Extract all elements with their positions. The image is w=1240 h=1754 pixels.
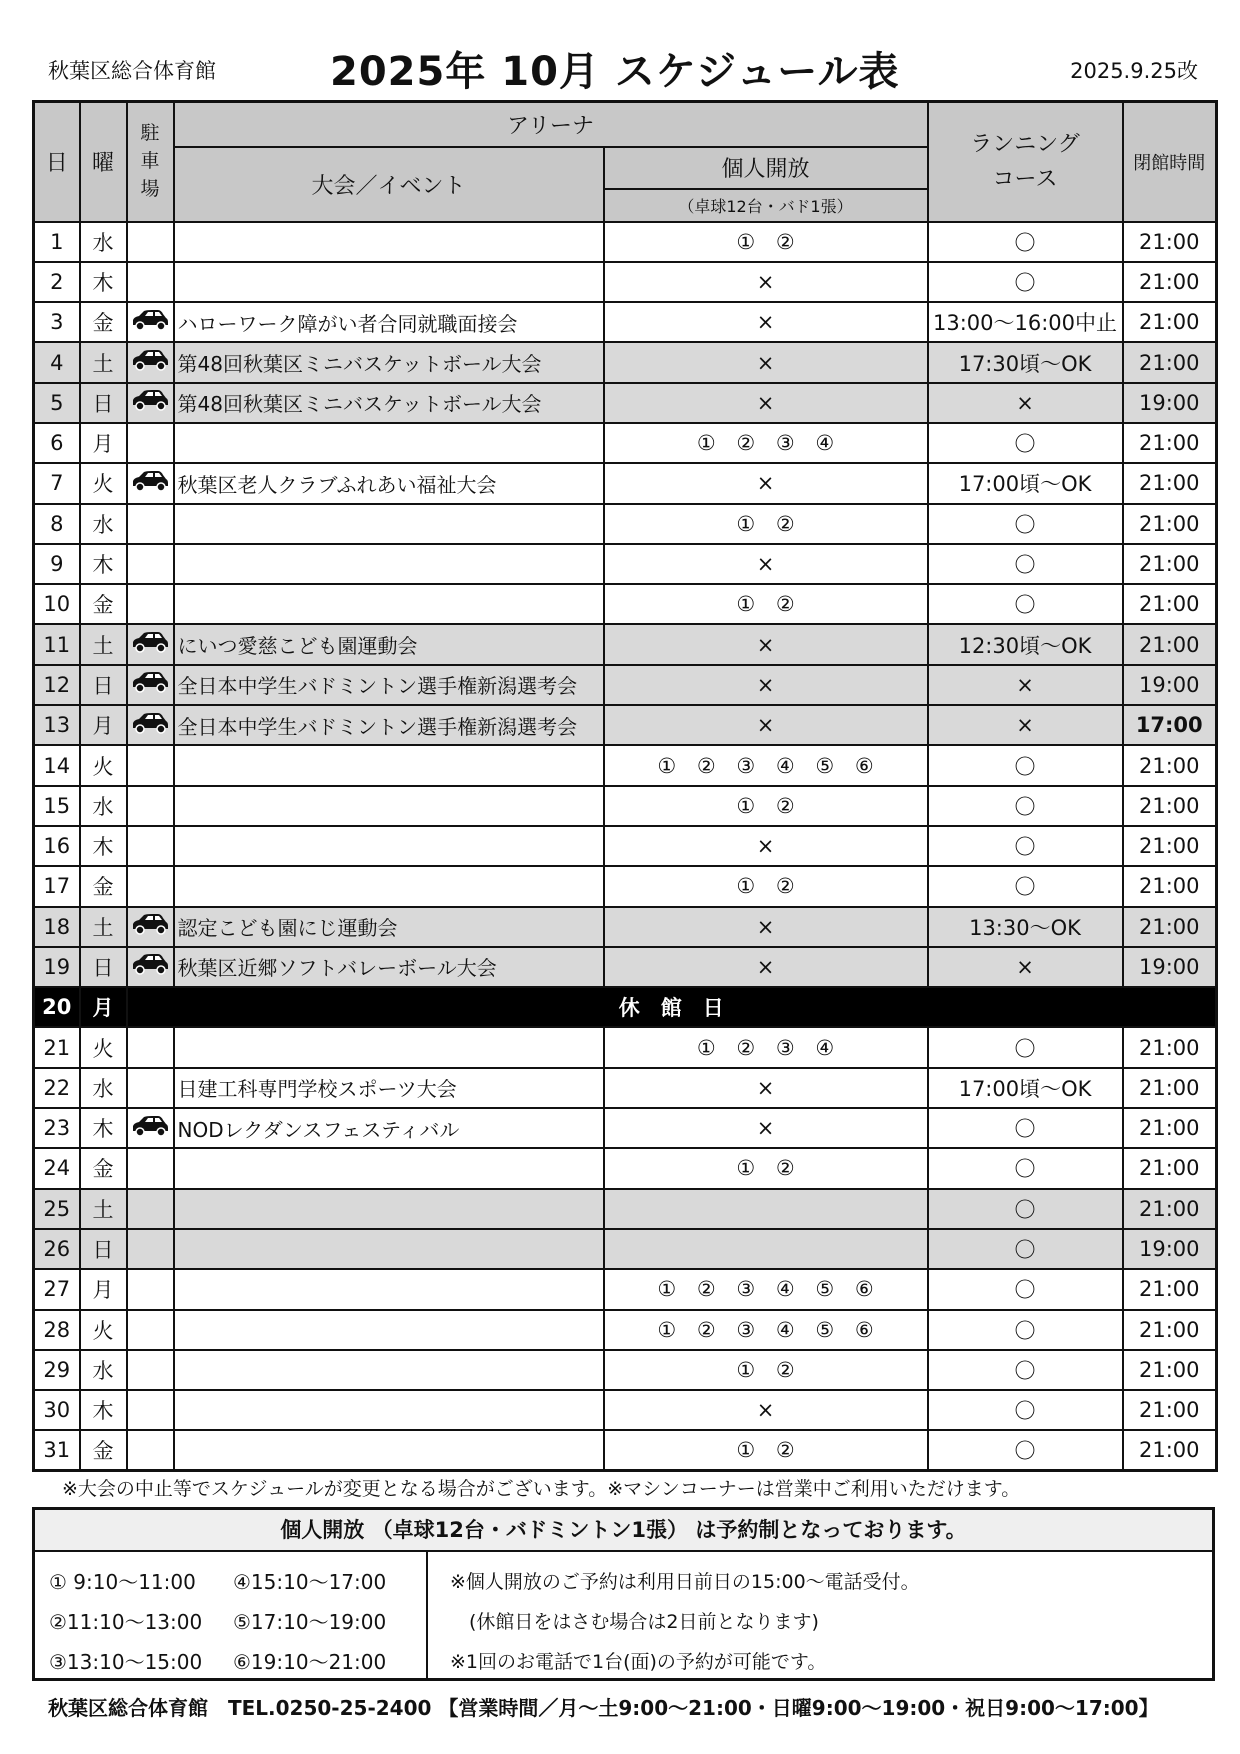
slot-time: ① 9:10～11:00 [49,1570,196,1594]
day-cell: 20 [34,987,80,1027]
dow-cell: 土 [80,342,127,382]
running-cell: 〇 [928,584,1123,624]
table-row [34,383,1217,423]
day-cell: 29 [34,1350,80,1390]
running-cell: 〇 [928,544,1123,584]
parking-cell [127,222,174,262]
day-cell: 16 [34,826,80,866]
car-icon [130,474,170,498]
running-cell: × [928,665,1123,705]
day-cell: 11 [34,624,80,664]
close-time-cell: 21:00 [1123,423,1217,463]
car-icon [130,917,170,941]
close-time-cell: 21:00 [1123,624,1217,664]
running-cell: 17:00頃～OK [928,1068,1123,1108]
parking-cell [127,1108,174,1148]
running-cell: 〇 [928,1269,1123,1309]
parking-cell [127,947,174,987]
day-cell: 17 [34,866,80,906]
dow-cell: 月 [80,423,127,463]
parking-cell [127,423,174,463]
dow-cell: 木 [80,1390,127,1430]
day-cell: 7 [34,463,80,503]
event-cell [174,1229,604,1269]
close-time-cell: 17:00 [1123,705,1217,745]
slot-times [35,1552,428,1678]
dow-cell: 火 [80,1310,127,1350]
parking-cell [127,1310,174,1350]
dow-cell: 金 [80,866,127,906]
running-cell: 〇 [928,826,1123,866]
event-cell: 日建工科専門学校スポーツ大会 [174,1068,604,1108]
table-row [34,544,1217,584]
open-slots-cell: ① ② [604,786,928,826]
dow-cell: 火 [80,463,127,503]
table-row [34,584,1217,624]
parking-cell [127,1068,174,1108]
table-row [34,987,1217,1027]
running-cell: 〇 [928,745,1123,785]
close-time-cell: 21:00 [1123,584,1217,624]
dow-cell: 日 [80,947,127,987]
car-icon [130,957,170,981]
slot-time: ⑤17:10～19:00 [233,1610,387,1634]
event-cell: 秋葉区近郷ソフトバレーボール大会 [174,947,604,987]
parking-cell [127,584,174,624]
running-cell: 〇 [928,1350,1123,1390]
rule-line: ※1回のお電話で1台(面)の予約が可能です。 [450,1651,827,1673]
event-cell [174,1390,604,1430]
close-time-cell: 21:00 [1123,504,1217,544]
parking-cell [127,786,174,826]
dow-cell: 水 [80,222,127,262]
table-row [34,745,1217,785]
day-cell: 18 [34,907,80,947]
day-cell: 3 [34,302,80,342]
table-row [34,866,1217,906]
running-cell: 〇 [928,1229,1123,1269]
running-cell: 17:00頃～OK [928,463,1123,503]
dow-cell: 日 [80,665,127,705]
dow-cell: 木 [80,1108,127,1148]
open-slots-cell: ① ② [604,1430,928,1470]
dow-cell: 金 [80,1148,127,1188]
dow-cell: 土 [80,1189,127,1229]
parking-cell [127,383,174,423]
open-slots-cell: ① ② ③ ④ ⑤ ⑥ [604,745,928,785]
event-cell [174,1430,604,1470]
car-icon [130,353,170,377]
day-cell: 24 [34,1148,80,1188]
closed-label: 休 館 日 [127,987,1217,1027]
open-slots-cell: × [604,544,928,584]
event-cell [174,826,604,866]
day-cell: 14 [34,745,80,785]
open-slots-cell: ① ② [604,1148,928,1188]
open-slots-cell: × [604,705,928,745]
table-row [34,1148,1217,1188]
rule-line: ※個人開放のご予約は利用日前日の15:00～電話受付。 [450,1571,920,1593]
dow-cell: 月 [80,987,127,1027]
col-open-sub: （卓球12台・バド1張） [604,189,928,222]
car-icon [130,635,170,659]
slot-time: ⑥19:10～21:00 [233,1650,387,1674]
day-cell: 28 [34,1310,80,1350]
table-row [34,705,1217,745]
running-cell: 12:30頃～OK [928,624,1123,664]
table-row [34,947,1217,987]
close-time-cell: 21:00 [1123,1148,1217,1188]
parking-cell [127,1350,174,1390]
day-cell: 6 [34,423,80,463]
event-cell [174,1269,604,1309]
event-cell [174,1310,604,1350]
footer-contact: 秋葉区総合体育館 TEL.0250-25-2400 【営業時間／月～土9:00～21:00・日曜9:00～19:00・祝日9:00～17:00】 [48,1696,1159,1720]
event-cell: にいつ愛慈こども園運動会 [174,624,604,664]
table-row [34,1390,1217,1430]
table-row [34,826,1217,866]
open-slots-cell: × [604,262,928,302]
slot-time: ④15:10～17:00 [233,1570,387,1594]
dow-cell: 木 [80,262,127,302]
day-cell: 10 [34,584,80,624]
table-row [34,262,1217,302]
table-row [34,1310,1217,1350]
parking-cell [127,544,174,584]
dow-cell: 水 [80,1350,127,1390]
table-row [34,302,1217,342]
day-cell: 22 [34,1068,80,1108]
close-time-cell: 21:00 [1123,1027,1217,1067]
running-cell: 〇 [928,1390,1123,1430]
day-cell: 9 [34,544,80,584]
parking-cell [127,1430,174,1470]
dow-cell: 水 [80,1068,127,1108]
dow-cell: 日 [80,1229,127,1269]
event-cell [174,584,604,624]
car-icon [130,393,170,417]
col-arena: アリーナ [174,102,928,147]
schedule-note: ※大会の中止等でスケジュールが変更となる場合がございます。※マシンコーナーは営業中ご利用いただけます。 [62,1478,1021,1500]
table-row [34,1269,1217,1309]
revision-date: 2025.9.25改 [1070,59,1198,83]
close-time-cell: 21:00 [1123,302,1217,342]
open-slots-cell: ① ② ③ ④ ⑤ ⑥ [604,1310,928,1350]
day-cell: 4 [34,342,80,382]
open-slots-cell: ① ② [604,504,928,544]
open-slots-cell: × [604,907,928,947]
parking-cell [127,705,174,745]
running-cell: 〇 [928,1027,1123,1067]
event-cell: 全日本中学生バドミントン選手権新潟選考会 [174,705,604,745]
col-open: 個人開放 [604,147,928,189]
close-time-cell: 21:00 [1123,866,1217,906]
event-cell [174,1189,604,1229]
running-cell: 〇 [928,866,1123,906]
table-row [34,1350,1217,1390]
running-cell: 〇 [928,1430,1123,1470]
day-cell: 21 [34,1027,80,1067]
event-cell [174,1350,604,1390]
car-icon [130,675,170,699]
event-cell: 第48回秋葉区ミニバスケットボール大会 [174,383,604,423]
day-cell: 27 [34,1269,80,1309]
dow-cell: 月 [80,705,127,745]
close-time-cell: 19:00 [1123,947,1217,987]
event-cell: 認定こども園にじ運動会 [174,907,604,947]
close-time-cell: 21:00 [1123,544,1217,584]
reservation-info-box [32,1507,1215,1681]
close-time-cell: 21:00 [1123,1189,1217,1229]
dow-cell: 金 [80,1430,127,1470]
col-day: 日 [34,102,80,222]
close-time-cell: 21:00 [1123,222,1217,262]
dow-cell: 水 [80,786,127,826]
running-cell: × [928,947,1123,987]
dow-cell: 水 [80,504,127,544]
day-cell: 5 [34,383,80,423]
close-time-cell: 21:00 [1123,826,1217,866]
table-row [34,342,1217,382]
close-time-cell: 21:00 [1123,1390,1217,1430]
running-cell: 13:30～OK [928,907,1123,947]
table-row [34,786,1217,826]
dow-cell: 月 [80,1269,127,1309]
close-time-cell: 21:00 [1123,262,1217,302]
parking-cell [127,1189,174,1229]
open-slots-cell: ① ② ③ ④ [604,1027,928,1067]
open-slots-cell: × [604,342,928,382]
event-cell [174,222,604,262]
page-title: 2025年 10月 スケジュール表 [330,49,900,95]
close-time-cell: 19:00 [1123,1229,1217,1269]
parking-cell [127,826,174,866]
open-slots-cell: ① ② [604,584,928,624]
open-slots-cell: × [604,1068,928,1108]
day-cell: 19 [34,947,80,987]
parking-cell [127,624,174,664]
open-slots-cell: × [604,1390,928,1430]
parking-cell [127,302,174,342]
running-cell: 〇 [928,1148,1123,1188]
car-icon [130,313,170,337]
table-row [34,463,1217,503]
open-slots-cell: × [604,383,928,423]
open-slots-cell: × [604,463,928,503]
table-row [34,504,1217,544]
event-cell [174,544,604,584]
parking-cell [127,1027,174,1067]
running-cell: × [928,705,1123,745]
close-time-cell: 21:00 [1123,1350,1217,1390]
open-slots-cell [604,1229,928,1269]
schedule-table [32,100,1218,1472]
parking-cell [127,745,174,785]
parking-cell [127,342,174,382]
parking-cell [127,866,174,906]
table-row [34,1108,1217,1148]
parking-cell [127,1148,174,1188]
car-icon [130,716,170,740]
dow-cell: 木 [80,544,127,584]
dow-cell: 土 [80,907,127,947]
open-slots-cell: ① ② [604,222,928,262]
day-cell: 23 [34,1108,80,1148]
running-cell: 〇 [928,1108,1123,1148]
dow-cell: 金 [80,584,127,624]
close-time-cell: 21:00 [1123,1068,1217,1108]
parking-cell [127,907,174,947]
col-dow: 曜 [80,102,127,222]
day-cell: 1 [34,222,80,262]
dow-cell: 火 [80,745,127,785]
open-slots-cell: ① ② [604,1350,928,1390]
event-cell: 秋葉区老人クラブふれあい福祉大会 [174,463,604,503]
open-slots-cell: × [604,624,928,664]
open-slots-cell: ① ② ③ ④ [604,423,928,463]
close-time-cell: 19:00 [1123,665,1217,705]
day-cell: 31 [34,1430,80,1470]
table-row [34,222,1217,262]
close-time-cell: 21:00 [1123,1430,1217,1470]
table-row [34,1027,1217,1067]
close-time-cell: 21:00 [1123,786,1217,826]
open-slots-cell: × [604,1108,928,1148]
col-parking: 駐 車 場 [127,102,174,222]
close-time-cell: 21:00 [1123,463,1217,503]
running-cell: 〇 [928,1189,1123,1229]
dow-cell: 土 [80,624,127,664]
day-cell: 2 [34,262,80,302]
close-time-cell: 21:00 [1123,1269,1217,1309]
open-slots-cell: × [604,826,928,866]
event-cell: 第48回秋葉区ミニバスケットボール大会 [174,342,604,382]
table-row [34,665,1217,705]
event-cell [174,504,604,544]
close-time-cell: 21:00 [1123,1310,1217,1350]
open-slots-cell: × [604,665,928,705]
day-cell: 13 [34,705,80,745]
day-cell: 26 [34,1229,80,1269]
dow-cell: 日 [80,383,127,423]
event-cell: 全日本中学生バドミントン選手権新潟選考会 [174,665,604,705]
table-row [34,1189,1217,1229]
close-time-cell: 19:00 [1123,383,1217,423]
day-cell: 15 [34,786,80,826]
table-row [34,1068,1217,1108]
table-row [34,624,1217,664]
rule-line: (休館日をはさむ場合は2日前となります) [450,1611,819,1633]
day-cell: 30 [34,1390,80,1430]
parking-cell [127,1390,174,1430]
slot-time: ③13:10～15:00 [49,1650,203,1674]
running-cell: 13:00～16:00中止 [928,302,1123,342]
parking-cell [127,1229,174,1269]
running-cell: 〇 [928,262,1123,302]
facility-name: 秋葉区総合体育館 [48,59,216,83]
parking-cell [127,262,174,302]
dow-cell: 金 [80,302,127,342]
close-time-cell: 21:00 [1123,1108,1217,1148]
event-cell: NODレクダンスフェスティバル [174,1108,604,1148]
parking-cell [127,504,174,544]
event-cell: ハローワーク障がい者合同就職面接会 [174,302,604,342]
close-time-cell: 21:00 [1123,342,1217,382]
close-time-cell: 21:00 [1123,907,1217,947]
event-cell [174,1027,604,1067]
open-slots-cell: ① ② [604,866,928,906]
event-cell [174,866,604,906]
running-cell: 17:30頃～OK [928,342,1123,382]
open-slots-cell: ① ② ③ ④ ⑤ ⑥ [604,1269,928,1309]
event-cell [174,262,604,302]
parking-cell [127,665,174,705]
col-running: ランニング コース [928,102,1123,222]
day-cell: 25 [34,1189,80,1229]
open-slots-cell: × [604,302,928,342]
running-cell: 〇 [928,504,1123,544]
slot-time: ②11:10～13:00 [49,1610,203,1634]
dow-cell: 火 [80,1027,127,1067]
parking-cell [127,463,174,503]
col-close: 閉館時間 [1123,102,1217,222]
table-row [34,1430,1217,1470]
event-cell [174,745,604,785]
open-slots-cell [604,1189,928,1229]
open-slots-cell: × [604,947,928,987]
car-icon [130,1119,170,1143]
reservation-rules [428,1552,1212,1678]
event-cell [174,423,604,463]
table-row [34,423,1217,463]
parking-cell [127,1269,174,1309]
close-time-cell: 21:00 [1123,745,1217,785]
running-cell: 〇 [928,1310,1123,1350]
event-cell [174,786,604,826]
event-cell [174,1148,604,1188]
running-cell: 〇 [928,786,1123,826]
col-event: 大会／イベント [174,147,604,222]
running-cell: × [928,383,1123,423]
table-row [34,907,1217,947]
day-cell: 8 [34,504,80,544]
running-cell: 〇 [928,222,1123,262]
dow-cell: 木 [80,826,127,866]
table-row [34,1229,1217,1269]
reservation-heading: 個人開放 （卓球12台・バドミントン1張） は予約制となっております。 [35,1510,1212,1552]
running-cell: 〇 [928,423,1123,463]
day-cell: 12 [34,665,80,705]
